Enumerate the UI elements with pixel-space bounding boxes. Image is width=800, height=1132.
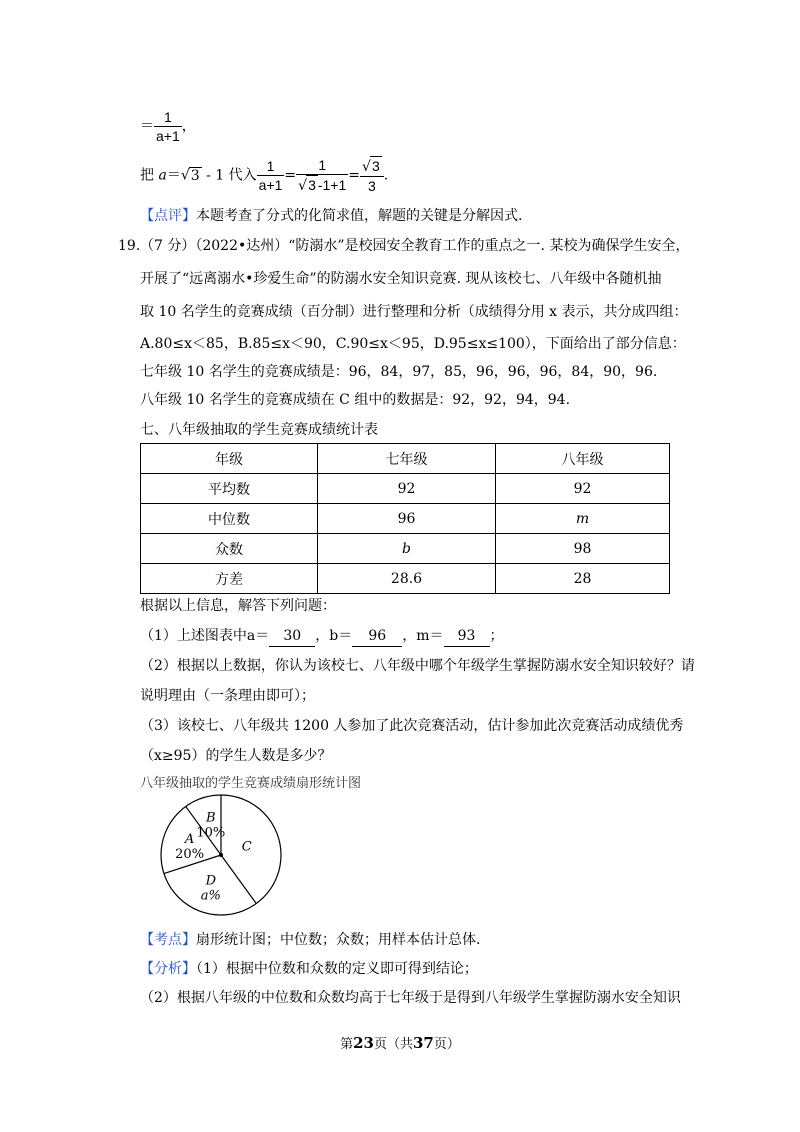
page-number: 23 <box>353 1034 374 1052</box>
footer-mid: 页（共 <box>373 1037 413 1052</box>
total-pages: 37 <box>413 1034 434 1052</box>
sqrt-3: 3 <box>190 167 200 184</box>
table-header: 年级 <box>141 444 318 474</box>
pie-slice-value: 10% <box>196 825 226 841</box>
q1-prefix: （1）上述图表中 <box>140 628 247 644</box>
eq-sign: ＝ <box>166 167 181 184</box>
b-answer: 96 <box>352 626 402 647</box>
fenxi-text: （1）根据中位数和众数的定义即可得到结论； <box>196 961 478 977</box>
footer-prefix: 第 <box>340 1037 354 1052</box>
ba-text: 把 <box>140 167 154 184</box>
table-cell: 96 <box>318 504 496 534</box>
question-line-3: 取 10 名学生的竞赛成绩（百分制）进行整理和分析（成绩得分用 x 表示，共分成四组： <box>140 304 688 320</box>
b-label: ，b＝ <box>315 628 353 644</box>
pie-slice-value: 20% <box>175 846 205 862</box>
fraction-4 <box>360 156 384 195</box>
table-header-row <box>141 444 670 474</box>
fraction-3 <box>296 156 348 195</box>
equals: = <box>284 167 297 184</box>
equals-sign: ＝ <box>140 118 154 135</box>
m-answer: 93 <box>444 626 490 647</box>
table-cell: 平均数 <box>141 474 318 504</box>
a-label: a＝ <box>246 628 270 644</box>
answer-q2-line-2: 说明理由（一条理由即可）； <box>140 688 315 704</box>
question-line-6: 八年级 10 名学生的竞赛成绩在 C 组中的数据是：92，92，94，94. <box>140 392 571 408</box>
period: . <box>383 167 389 184</box>
table-row <box>141 534 670 564</box>
table-row <box>141 504 670 534</box>
sqrt-icon: √ <box>180 167 190 184</box>
kaodian-tag: 【考点】 <box>140 932 196 948</box>
table-cell: 中位数 <box>141 504 318 534</box>
comment-tag: 【点评】 <box>140 208 196 224</box>
pie-slice-label: B <box>206 810 216 826</box>
pie-slice-label: C <box>241 839 252 855</box>
sqrt-3: 3 <box>308 177 316 193</box>
answer-q2-line-1: （2）根据以上数据，你认为该校七、八年级中哪个年级学生掌握防溺水安全知识较好？请 <box>140 658 695 674</box>
var-a: a <box>158 167 167 184</box>
answer-q3-line-1: （3）该校七、八年级共 1200 人参加了此次竞赛活动，估计参加此次竞赛活动成绩优秀 <box>140 718 684 734</box>
comment-line <box>140 206 522 226</box>
a-answer: 30 <box>269 626 315 647</box>
stats-table <box>140 443 670 594</box>
pie-group <box>161 795 281 915</box>
question-line-1: （7 分）（2022•达州）“防溺水”是校园安全教育工作的重点之一. 某校为确保学生安全， <box>140 238 690 254</box>
pie-slice-label: A <box>184 831 195 847</box>
table-cell: 98 <box>496 534 670 564</box>
pie-slice-boundary <box>221 855 256 904</box>
fraction-numerator: 1 <box>296 156 348 175</box>
table-row <box>141 564 670 594</box>
question-line-2: 开展了“远离溺水•珍爱生命”的防溺水安全知识竞赛. 现从该校七、八年级中各随机抽 <box>140 271 662 287</box>
table-title: 七、八年级抽取的学生竞赛成绩统计表 <box>140 422 378 438</box>
sqrt-icon: √ <box>298 178 308 194</box>
pie-slice-label: D <box>205 873 217 889</box>
fraction-numerator: 1 <box>257 157 285 176</box>
den-tail: -1+1 <box>317 177 347 193</box>
formula-line-1 <box>140 108 196 145</box>
table-row <box>141 474 670 504</box>
q1-end: ； <box>489 628 504 644</box>
table-cell: m <box>496 504 670 534</box>
fraction-numerator: 1 <box>154 108 182 127</box>
table-cell: 方差 <box>141 564 318 594</box>
question-number: 19. <box>118 238 141 254</box>
table-header: 八年级 <box>496 444 670 474</box>
fenxi-tag: 【分析】 <box>140 961 196 977</box>
fenxi-line-2: （2）根据八年级的中位数和众数均高于七年级于是得到八年级学生掌握防溺水安全知识 <box>140 990 681 1006</box>
sqrt-3: 3 <box>371 158 380 174</box>
page-footer <box>0 1033 800 1052</box>
formula-line-2 <box>140 156 388 195</box>
table-cell: 28 <box>496 564 670 594</box>
kaodian-text: 扇形统计图；中位数；众数；用样本估计总体. <box>196 932 481 948</box>
answer-q1 <box>140 626 504 647</box>
answer-q3-line-2: （x≥95）的学生人数是多少？ <box>140 748 332 764</box>
fraction-denominator: 3 <box>367 178 376 194</box>
table-cell: 众数 <box>141 534 318 564</box>
fraction-1-over-a-plus-1 <box>154 108 182 145</box>
question-line-4: A.80≤x＜85，B.85≤x＜90，C.90≤x＜95，D.95≤x≤100），下面给出了部分信息： <box>140 336 686 352</box>
question-line-5: 七年级 10 名学生的竞赛成绩是：96，84，97，85，96，96，96，84，90，96. <box>140 364 658 380</box>
pie-slice-value: a% <box>200 888 221 904</box>
pie-chart-title: 八年级抽取的学生竞赛成绩扇形统计图 <box>140 776 362 791</box>
comment-text: 本题考查了分式的化简求值，解题的关键是分解因式. <box>196 208 523 224</box>
comma: ， <box>181 118 196 135</box>
footer-suffix: 页） <box>433 1037 460 1052</box>
equals: = <box>348 167 361 184</box>
pie-center-dot <box>219 853 223 857</box>
kaodian-line <box>140 930 480 950</box>
sqrt-icon: √ <box>362 159 371 175</box>
fraction-denominator: a+1 <box>258 177 283 193</box>
table-cell: 92 <box>318 474 496 504</box>
table-header: 七年级 <box>318 444 496 474</box>
fraction-numerator <box>360 156 384 177</box>
table-cell: 28.6 <box>318 564 496 594</box>
minus-one-daoru: - 1 代入 <box>201 167 257 184</box>
answers-intro: 根据以上信息，解答下列问题： <box>140 598 336 614</box>
fenxi-line-1 <box>140 959 478 979</box>
table-cell: b <box>318 534 496 564</box>
fraction-denominator <box>296 175 348 195</box>
m-label: ，m＝ <box>402 628 444 644</box>
pie-chart <box>156 790 286 920</box>
fraction-denominator: a+1 <box>156 128 180 144</box>
table-cell: 92 <box>496 474 670 504</box>
fraction-2 <box>257 157 285 194</box>
